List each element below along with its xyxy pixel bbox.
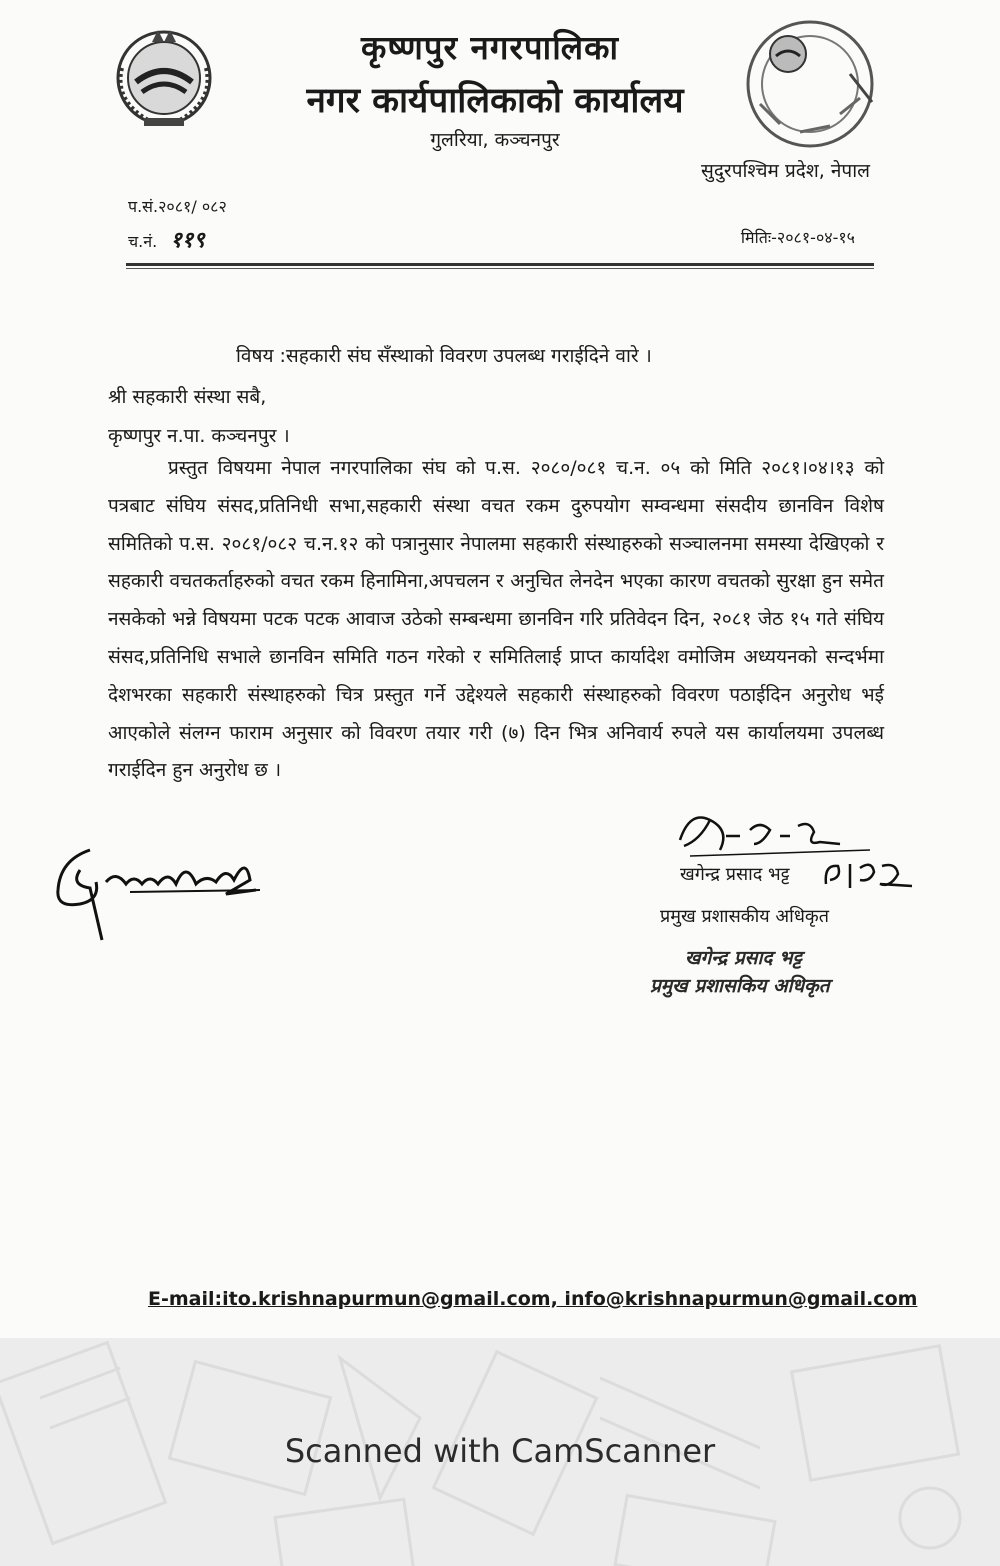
nepal-emblem-icon xyxy=(108,20,220,132)
signer-title: प्रमुख प्रशासकीय अधिकृत xyxy=(660,906,829,927)
office-name: नगर कार्यपालिकाको कार्यालय xyxy=(306,81,684,121)
dispatch-label: च.नं. xyxy=(128,232,158,251)
signer-name: खगेन्द्र प्रसाद भट्ट xyxy=(680,864,790,885)
municipality-name: कृष्णपुर नगरपालिका xyxy=(360,28,620,67)
office-stamp-icon xyxy=(740,14,880,154)
dispatch-number-row xyxy=(128,224,205,254)
stamp-signer-name: खगेन्द्र प्रसाद भट्ट xyxy=(685,947,802,969)
header-divider xyxy=(126,263,874,266)
letter-date: मितिः-२०८१-०४-१५ xyxy=(740,228,855,247)
addressee-line-1: श्री सहकारी संस्था सबै, xyxy=(108,386,267,408)
scanner-watermark: Scanned with CamScanner xyxy=(284,1432,716,1470)
province-name: सुदुरपश्चिम प्रदेश, नेपाल xyxy=(701,160,870,182)
handwritten-number-icon xyxy=(820,854,920,894)
reference-number: प.सं.२०८१/ ०८२ xyxy=(128,197,227,216)
stamp-signer-title: प्रमुख प्रशासकिय अधिकृत xyxy=(650,975,830,997)
dispatch-number: ११९ xyxy=(170,228,205,253)
letter-body: प्रस्तुत विषयमा नेपाल नगरपालिका संघ को प.स. २०८०/०८१ च.न. ०५ को मिति २०८१।०४।१३ को पत्रबाट संघिय संसद,प्रतिनिधी सभा,सहकारी संस्था वचत रकम दुरुपयोग सम्वन्धमा संसदीय छानविन विशेष समितिको प.स. २०८१/०८२ च.न.१२ को पत्रानुसार नेपालमा सहकारी संस्थाहरुको सञ्चालनमा समस्या देखिएको र सहकारी वचतकर्ताहरुको वचत रकम हिनामिना,अपचलन र अनुचित लेनदेन भएका कारण वचतको सुरक्षा हुन समेत नसकेको भन्ने विषयमा पटक पटक आवाज उठेको सम्बन्धमा छानविन गरि प्रतिवेदन दिन, २०८१ जेठ १५ गते संघिय संसद,प्रतिनिधि सभाले छानविन समिति गठन गरेको र समितिलाई प्राप्त कार्यादेश वमोजिम अध्ययनको सन्दर्भमा देशभरका सहकारी संस्थाहरुको चित्र प्रस्तुत गर्ने उद्देश्यले सहकारी संस्थाहरुको विवरण पठाईदिन अनुरोध भई आएकोले संलग्न फाराम अनुसार को विवरण तयार गरी (७) दिन भित्र अनिवार्य रुपले यस कार्यालयमा उपलब्ध गराईदिन हुन अनुरोध छ । xyxy=(108,457,884,782)
contact-email[interactable]: E-mail:ito.krishnapurmun@gmail.com, info@krishnapurmun@gmail.com xyxy=(148,1288,918,1310)
handwritten-signature-left-icon xyxy=(50,830,280,950)
office-address: गुलरिया, कञ्चनपुर xyxy=(430,129,560,151)
addressee-line-2: कृष्णपुर न.पा. कञ्चनपुर । xyxy=(108,425,290,447)
header-divider-thin xyxy=(126,268,874,269)
letter-subject: विषय :सहकारी संघ सँस्थाको विवरण उपलब्ध गराईदिने वारे । xyxy=(236,345,652,367)
